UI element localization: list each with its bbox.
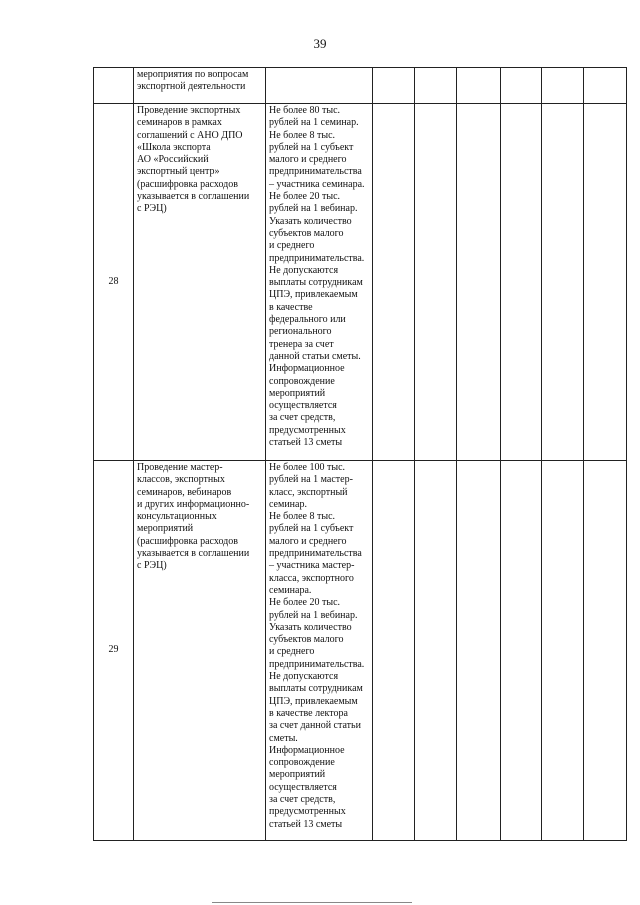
empty-cell bbox=[584, 104, 627, 461]
empty-cell bbox=[373, 104, 415, 461]
table-row bbox=[94, 68, 627, 104]
empty-cell bbox=[542, 104, 584, 461]
empty-cell bbox=[373, 461, 415, 841]
table-row bbox=[94, 104, 627, 461]
empty-cell bbox=[457, 461, 501, 841]
empty-cell bbox=[501, 68, 542, 104]
empty-cell bbox=[501, 461, 542, 841]
limits-cell: Не более 80 тыс. рублей на 1 семинар. Не более 8 тыс. рублей на 1 субъект малого и среднего предпринимательства – участника семинара. Не более 20 тыс. рублей на 1 вебинар. Указать количество субъектов малого и среднего предпринимательства. Не допускаются выплаты сотрудникам ЦПЭ, привлекаемым в качестве федерального или регионального тренера за счет данной статьи сметы. Информационное сопровождение мероприятий осуществляется за счет средств, предусмотренных статьей 13 сметы bbox=[266, 104, 373, 461]
empty-cell bbox=[415, 461, 457, 841]
empty-cell bbox=[373, 68, 415, 104]
empty-cell bbox=[457, 68, 501, 104]
empty-cell bbox=[457, 104, 501, 461]
empty-cell bbox=[584, 461, 627, 841]
row-number-cell: 28 bbox=[94, 104, 134, 461]
activity-cell: мероприятия по вопросам экспортной деятельности bbox=[134, 68, 266, 104]
empty-cell bbox=[542, 68, 584, 104]
limits-cell bbox=[266, 68, 373, 104]
empty-cell bbox=[501, 104, 542, 461]
empty-cell bbox=[415, 104, 457, 461]
budget-table bbox=[93, 67, 627, 841]
limits-cell: Не более 100 тыс. рублей на 1 мастер- класс, экспортный семинар. Не более 8 тыс. рублей на 1 субъект малого и среднего предпринимательства – участника мастер- класса, экспортного семинара. Не более 20 тыс. рублей на 1 вебинар. Указать количество субъектов малого и среднего предпринимательства. Не допускаются выплаты сотрудникам ЦПЭ, привлекаемым в качестве лектора за счет данной статьи сметы. Информационное сопровождение мероприятий осуществляется за счет средств, предусмотренных статьей 13 сметы bbox=[266, 461, 373, 841]
empty-cell bbox=[415, 68, 457, 104]
empty-cell bbox=[542, 461, 584, 841]
row-number-cell bbox=[94, 68, 134, 104]
empty-cell bbox=[584, 68, 627, 104]
page-number: 39 bbox=[313, 36, 327, 51]
row-number-cell: 29 bbox=[94, 461, 134, 841]
bottom-divider bbox=[212, 902, 412, 903]
activity-cell: Проведение экспортных семинаров в рамках соглашений с АНО ДПО «Школа экспорта АО «Российский экспортный центр» (расшифровка расходов указывается в соглашении с РЭЦ) bbox=[134, 104, 266, 461]
table-row bbox=[94, 461, 627, 841]
activity-cell: Проведение мастер- классов, экспортных семинаров, вебинаров и других информационно- консультационных мероприятий (расшифровка расходов указывается в соглашении с РЭЦ) bbox=[134, 461, 266, 841]
